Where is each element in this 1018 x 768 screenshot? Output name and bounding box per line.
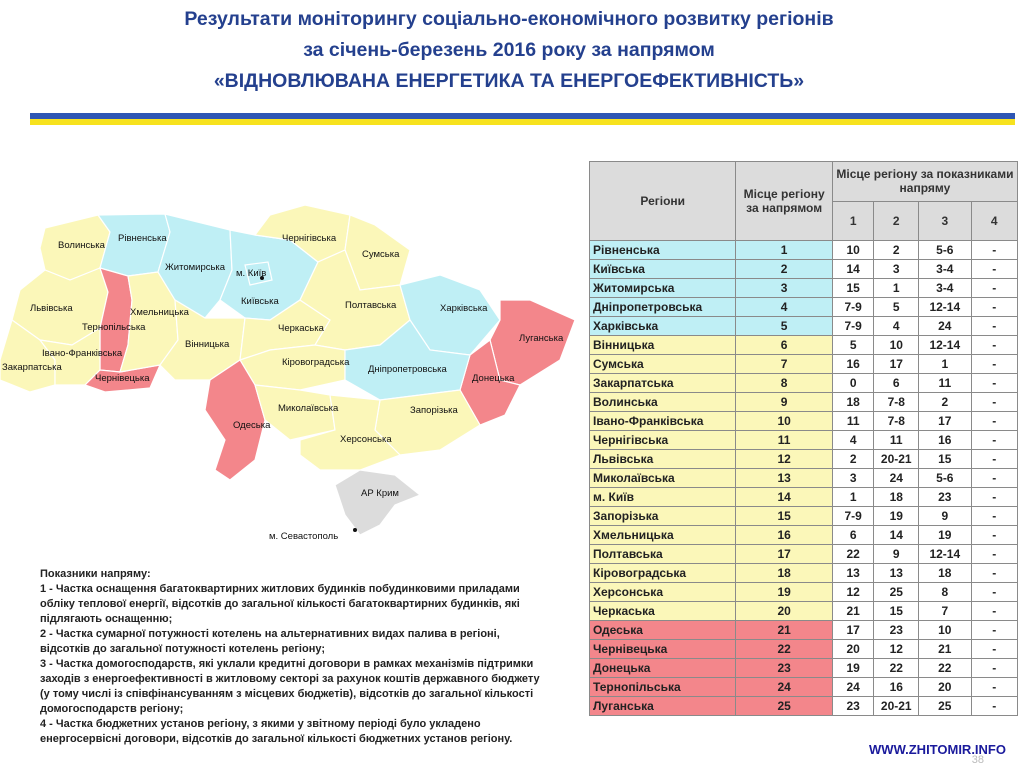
cell-indicator-2: 7-8 (874, 393, 919, 412)
cell-region: Полтавська (590, 545, 736, 564)
map-label-lvivska: Львівська (30, 303, 73, 314)
map-label-cherkaska: Черкаська (278, 323, 324, 334)
cell-region: Харківська (590, 317, 736, 336)
cell-region: Запорізька (590, 507, 736, 526)
cell-place: 21 (736, 621, 832, 640)
cell-indicator-1: 18 (832, 393, 874, 412)
cell-indicator-4: - (971, 621, 1017, 640)
watermark: WWW.ZHITOMIR.INFO (869, 742, 1006, 757)
cell-place: 4 (736, 298, 832, 317)
cell-indicator-1: 17 (832, 621, 874, 640)
table-row (590, 545, 1018, 564)
cell-indicator-1: 7-9 (832, 507, 874, 526)
cell-indicator-4: - (971, 697, 1017, 716)
cell-indicator-2: 2 (874, 241, 919, 260)
table-row (590, 241, 1018, 260)
table-row (590, 260, 1018, 279)
cell-indicator-1: 15 (832, 279, 874, 298)
map-label-kirovohradska: Кіровоградська (282, 357, 350, 368)
cell-region: Житомирська (590, 279, 736, 298)
table-row (590, 412, 1018, 431)
cell-region: Рівненська (590, 241, 736, 260)
cell-indicator-3: 24 (919, 317, 971, 336)
cell-indicator-4: - (971, 526, 1017, 545)
cell-indicator-4: - (971, 374, 1017, 393)
cell-indicator-1: 23 (832, 697, 874, 716)
cell-indicator-3: 10 (919, 621, 971, 640)
cell-indicator-4: - (971, 355, 1017, 374)
map-label-zaporizka: Запорізька (410, 405, 458, 416)
cell-region: Сумська (590, 355, 736, 374)
table-row (590, 583, 1018, 602)
indicators-legend (40, 567, 540, 747)
cell-region: Волинська (590, 393, 736, 412)
table-row (590, 374, 1018, 393)
map-label-luhanska: Луганська (519, 333, 564, 344)
cell-place: 8 (736, 374, 832, 393)
cell-indicator-4: - (971, 336, 1017, 355)
cell-indicator-3: 18 (919, 564, 971, 583)
cell-indicator-1: 24 (832, 678, 874, 697)
cell-region: Тернопільська (590, 678, 736, 697)
cell-indicator-1: 7-9 (832, 317, 874, 336)
cell-indicator-4: - (971, 298, 1017, 317)
map-label-donetska: Донецька (472, 373, 515, 384)
table-row (590, 450, 1018, 469)
table-row (590, 279, 1018, 298)
table-row (590, 317, 1018, 336)
cell-indicator-2: 18 (874, 488, 919, 507)
legend-item-4: 4 - Частка бюджетних установ регіону, з якими у звітному періоді було укладено енергосервісні договори, відсотків до загальної кількості бюджетних установ регіону. (40, 718, 513, 745)
cell-indicator-1: 10 (832, 241, 874, 260)
cell-indicator-1: 16 (832, 355, 874, 374)
map-label-ternopilska: Тернопільська (82, 322, 146, 333)
cell-indicator-4: - (971, 260, 1017, 279)
header-region: Регіони (590, 162, 736, 241)
region-ar-krym (335, 470, 420, 535)
cell-place: 16 (736, 526, 832, 545)
cell-region: Чернігівська (590, 431, 736, 450)
cell-indicator-1: 1 (832, 488, 874, 507)
table-body (590, 241, 1018, 716)
cell-region: Дніпропетровська (590, 298, 736, 317)
map-label-zhytomyrska: Житомирська (165, 262, 226, 273)
cell-indicator-4: - (971, 450, 1017, 469)
cell-indicator-3: 8 (919, 583, 971, 602)
map-label-odeska: Одеська (233, 420, 271, 431)
cell-indicator-1: 13 (832, 564, 874, 583)
cell-indicator-1: 19 (832, 659, 874, 678)
cell-place: 1 (736, 241, 832, 260)
cell-indicator-3: 17 (919, 412, 971, 431)
cell-indicator-3: 1 (919, 355, 971, 374)
cell-place: 15 (736, 507, 832, 526)
map-label-vinnytska: Вінницька (185, 339, 230, 350)
table-row (590, 355, 1018, 374)
cell-region: Львівська (590, 450, 736, 469)
cell-place: 11 (736, 431, 832, 450)
map-label-chernivetska: Чернівецька (95, 373, 150, 384)
cell-indicator-2: 22 (874, 659, 919, 678)
cell-indicator-1: 14 (832, 260, 874, 279)
cell-region: Черкаська (590, 602, 736, 621)
cell-indicator-4: - (971, 241, 1017, 260)
cell-indicator-2: 11 (874, 431, 919, 450)
cell-indicator-2: 17 (874, 355, 919, 374)
sevastopol-dot (353, 528, 357, 532)
map-label-zakarpatska: Закарпатська (2, 362, 62, 373)
cell-indicator-2: 3 (874, 260, 919, 279)
cell-indicator-2: 9 (874, 545, 919, 564)
cell-indicator-3: 12-14 (919, 298, 971, 317)
map-label-khmelnytska: Хмельницька (130, 307, 189, 318)
cell-indicator-3: 11 (919, 374, 971, 393)
cell-region: Херсонська (590, 583, 736, 602)
cell-indicator-3: 5-6 (919, 469, 971, 488)
cell-indicator-2: 13 (874, 564, 919, 583)
cell-indicator-4: - (971, 469, 1017, 488)
cell-indicator-4: - (971, 678, 1017, 697)
cell-region: Закарпатська (590, 374, 736, 393)
cell-indicator-3: 16 (919, 431, 971, 450)
cell-indicator-4: - (971, 317, 1017, 336)
cell-indicator-4: - (971, 545, 1017, 564)
cell-region: Хмельницька (590, 526, 736, 545)
cell-indicator-4: - (971, 393, 1017, 412)
cell-indicator-2: 23 (874, 621, 919, 640)
map-label-rivnenska: Рівненська (118, 233, 167, 244)
cell-indicator-3: 9 (919, 507, 971, 526)
page-title (0, 4, 1018, 97)
table-row (590, 697, 1018, 716)
map-label-ivano-frankivska: Івано-Франківська (42, 348, 123, 359)
legend-heading: Показники напряму: (40, 568, 151, 580)
cell-indicator-4: - (971, 602, 1017, 621)
cell-indicator-2: 7-8 (874, 412, 919, 431)
cell-indicator-4: - (971, 583, 1017, 602)
cell-indicator-4: - (971, 279, 1017, 298)
header-col-2: 2 (874, 201, 919, 241)
cell-indicator-1: 5 (832, 336, 874, 355)
cell-indicator-4: - (971, 412, 1017, 431)
cell-indicator-2: 15 (874, 602, 919, 621)
cell-indicator-2: 6 (874, 374, 919, 393)
cell-indicator-3: 22 (919, 659, 971, 678)
cell-place: 20 (736, 602, 832, 621)
title-line-1: Результати моніторингу соціально-економічного розвитку регіонів (184, 8, 834, 30)
cell-indicator-2: 14 (874, 526, 919, 545)
cell-place: 13 (736, 469, 832, 488)
cell-region: Київська (590, 260, 736, 279)
table-row (590, 526, 1018, 545)
map-label-kyivska: Київська (241, 296, 279, 307)
legend-item-2: 2 - Частка сумарної потужності котелень на альтернативних видах палива в регіоні, відсотків до загальної потужності котелень регіону; (40, 628, 500, 655)
cell-place: 3 (736, 279, 832, 298)
cell-place: 12 (736, 450, 832, 469)
cell-indicator-3: 23 (919, 488, 971, 507)
map-label-ar-krym: АР Крим (361, 488, 399, 499)
cell-indicator-1: 2 (832, 450, 874, 469)
cell-region: Івано-Франківська (590, 412, 736, 431)
map-label-volynska: Волинська (58, 240, 105, 251)
page-number: 38 (971, 754, 984, 766)
cell-indicator-1: 3 (832, 469, 874, 488)
cell-indicator-3: 15 (919, 450, 971, 469)
cell-indicator-3: 25 (919, 697, 971, 716)
table-row (590, 640, 1018, 659)
cell-indicator-2: 10 (874, 336, 919, 355)
table-row (590, 393, 1018, 412)
cell-indicator-1: 22 (832, 545, 874, 564)
legend-item-3: 3 - Частка домогосподарств, які уклали кредитні договори в рамках механізмів підтримки заходів з енергоефективності в житловому секторі за рахунок коштів державного бюджету (у тому числі із співфінансуванням з місцевих бюджетів), відсотків до загальної кількості домогосподарств регіону; (40, 658, 540, 715)
cell-indicator-2: 12 (874, 640, 919, 659)
header-col-1: 1 (832, 201, 874, 241)
cell-indicator-2: 16 (874, 678, 919, 697)
cell-indicator-1: 21 (832, 602, 874, 621)
flag-stripe-yellow (30, 119, 1015, 125)
cell-indicator-4: - (971, 659, 1017, 678)
legend-item-1: 1 - Частка оснащення багатоквартирних житлових будинків побудинковими приладами обліку теплової енергії, відсотків до загальної кількості багатоквартирних будинків, які підлягають оснащенню; (40, 583, 520, 625)
cell-place: 7 (736, 355, 832, 374)
cell-place: 19 (736, 583, 832, 602)
header-indicators: Місце регіону за показниками напряму (832, 162, 1017, 202)
cell-place: 2 (736, 260, 832, 279)
cell-indicator-3: 3-4 (919, 260, 971, 279)
ukraine-regions-map (0, 190, 590, 550)
table-row (590, 621, 1018, 640)
ranking-table (589, 161, 1018, 716)
cell-indicator-4: - (971, 640, 1017, 659)
map-label-sumska: Сумська (362, 249, 400, 260)
cell-region: Донецька (590, 659, 736, 678)
header-place: Місце регіону за напрямом (736, 162, 832, 241)
title-line-3: «ВІДНОВЛЮВАНА ЕНЕРГЕТИКА ТА ЕНЕРГОЕФЕКТИВНІСТЬ» (213, 70, 805, 92)
cell-place: 10 (736, 412, 832, 431)
cell-indicator-4: - (971, 507, 1017, 526)
cell-indicator-1: 0 (832, 374, 874, 393)
cell-indicator-3: 20 (919, 678, 971, 697)
cell-place: 5 (736, 317, 832, 336)
header-col-3: 3 (919, 201, 971, 241)
cell-indicator-2: 4 (874, 317, 919, 336)
map-label-kharkivska: Харківська (440, 303, 488, 314)
cell-place: 18 (736, 564, 832, 583)
cell-indicator-1: 7-9 (832, 298, 874, 317)
table-row (590, 469, 1018, 488)
cell-indicator-2: 19 (874, 507, 919, 526)
header-col-4: 4 (971, 201, 1017, 241)
table-row (590, 431, 1018, 450)
table-row (590, 488, 1018, 507)
table-row (590, 659, 1018, 678)
map-label-dnipropetrovska: Дніпропетровська (368, 364, 447, 375)
cell-indicator-1: 4 (832, 431, 874, 450)
table-row (590, 507, 1018, 526)
cell-indicator-4: - (971, 488, 1017, 507)
cell-region: Миколаївська (590, 469, 736, 488)
cell-place: 6 (736, 336, 832, 355)
cell-indicator-1: 20 (832, 640, 874, 659)
cell-indicator-3: 3-4 (919, 279, 971, 298)
cell-indicator-3: 2 (919, 393, 971, 412)
cell-region: Вінницька (590, 336, 736, 355)
cell-region: м. Київ (590, 488, 736, 507)
cell-place: 23 (736, 659, 832, 678)
map-label-chernihivska: Чернігівська (282, 233, 337, 244)
cell-region: Луганська (590, 697, 736, 716)
cell-region: Одеська (590, 621, 736, 640)
table-row (590, 336, 1018, 355)
table-row (590, 298, 1018, 317)
cell-region: Кіровоградська (590, 564, 736, 583)
table-row (590, 564, 1018, 583)
cell-indicator-3: 21 (919, 640, 971, 659)
cell-indicator-3: 19 (919, 526, 971, 545)
table-row (590, 678, 1018, 697)
cell-indicator-2: 24 (874, 469, 919, 488)
cell-place: 9 (736, 393, 832, 412)
cell-indicator-2: 25 (874, 583, 919, 602)
cell-indicator-3: 7 (919, 602, 971, 621)
map-label-sevastopol: м. Севастополь (269, 531, 339, 542)
cell-place: 17 (736, 545, 832, 564)
cell-indicator-2: 1 (874, 279, 919, 298)
cell-region: Чернівецька (590, 640, 736, 659)
cell-indicator-4: - (971, 564, 1017, 583)
cell-indicator-4: - (971, 431, 1017, 450)
cell-indicator-3: 12-14 (919, 336, 971, 355)
cell-indicator-3: 5-6 (919, 241, 971, 260)
title-line-2: за січень-березень 2016 року за напрямом (303, 39, 715, 61)
cell-indicator-2: 5 (874, 298, 919, 317)
table-row (590, 602, 1018, 621)
map-label-khersonska: Херсонська (340, 434, 392, 445)
map-label-poltavska: Полтавська (345, 300, 397, 311)
cell-indicator-2: 20-21 (874, 450, 919, 469)
cell-indicator-3: 12-14 (919, 545, 971, 564)
cell-indicator-1: 11 (832, 412, 874, 431)
cell-indicator-2: 20-21 (874, 697, 919, 716)
cell-indicator-1: 12 (832, 583, 874, 602)
cell-place: 22 (736, 640, 832, 659)
cell-place: 25 (736, 697, 832, 716)
cell-indicator-1: 6 (832, 526, 874, 545)
map-label-mykolaivska: Миколаївська (278, 403, 339, 414)
cell-place: 14 (736, 488, 832, 507)
cell-place: 24 (736, 678, 832, 697)
map-label-kyiv-city: м. Київ (236, 268, 267, 279)
